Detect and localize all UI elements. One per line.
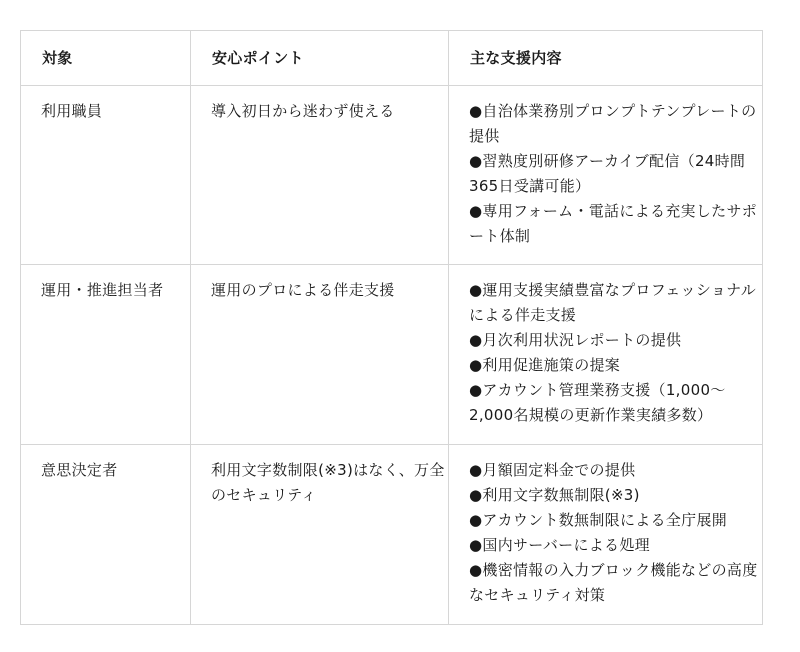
row-support-list [449, 445, 763, 625]
support-item: ●運用支援実績豊富なプロフェッショナルによる伴走支援 [469, 281, 756, 324]
support-item: ●アカウント数無制限による全庁展開 [469, 511, 728, 529]
support-item: ●習熟度別研修アーカイブ配信（24時間365日受講可能） [469, 152, 746, 195]
header-target: 対象 [21, 31, 191, 86]
row-point: 導入初日から迷わず使える [191, 86, 449, 265]
header-support: 主な支援内容 [449, 31, 763, 86]
row-target: 利用職員 [21, 86, 191, 265]
row-point: 運用のプロによる伴走支援 [191, 265, 449, 445]
row-point: 利用文字数制限(※3)はなく、万全のセキュリティ [191, 445, 449, 625]
row-target: 意思決定者 [21, 445, 191, 625]
row-support-list [449, 265, 763, 445]
table-row [21, 265, 763, 445]
table-row [21, 86, 763, 265]
support-item: ●専用フォーム・電話による充実したサポート体制 [469, 202, 758, 245]
support-item: ●利用促進施策の提案 [469, 356, 621, 374]
support-item: ●アカウント管理業務支援（1,000〜2,000名規模の更新作業実績多数） [469, 381, 726, 424]
table-header-row [21, 31, 763, 86]
support-item: ●国内サーバーによる処理 [469, 536, 650, 554]
support-table [20, 30, 763, 625]
support-item: ●機密情報の入力ブロック機能などの高度なセキュリティ対策 [469, 561, 758, 604]
support-item: ●利用文字数無制限(※3) [469, 486, 640, 504]
support-item: ●月次利用状況レポートの提供 [469, 331, 682, 349]
header-point: 安心ポイント [191, 31, 449, 86]
support-item: ●自治体業務別プロンプトテンプレートの提供 [469, 102, 757, 145]
row-support-list [449, 86, 763, 265]
support-item: ●月額固定料金での提供 [469, 461, 636, 479]
row-target: 運用・推進担当者 [21, 265, 191, 445]
table-row [21, 445, 763, 625]
